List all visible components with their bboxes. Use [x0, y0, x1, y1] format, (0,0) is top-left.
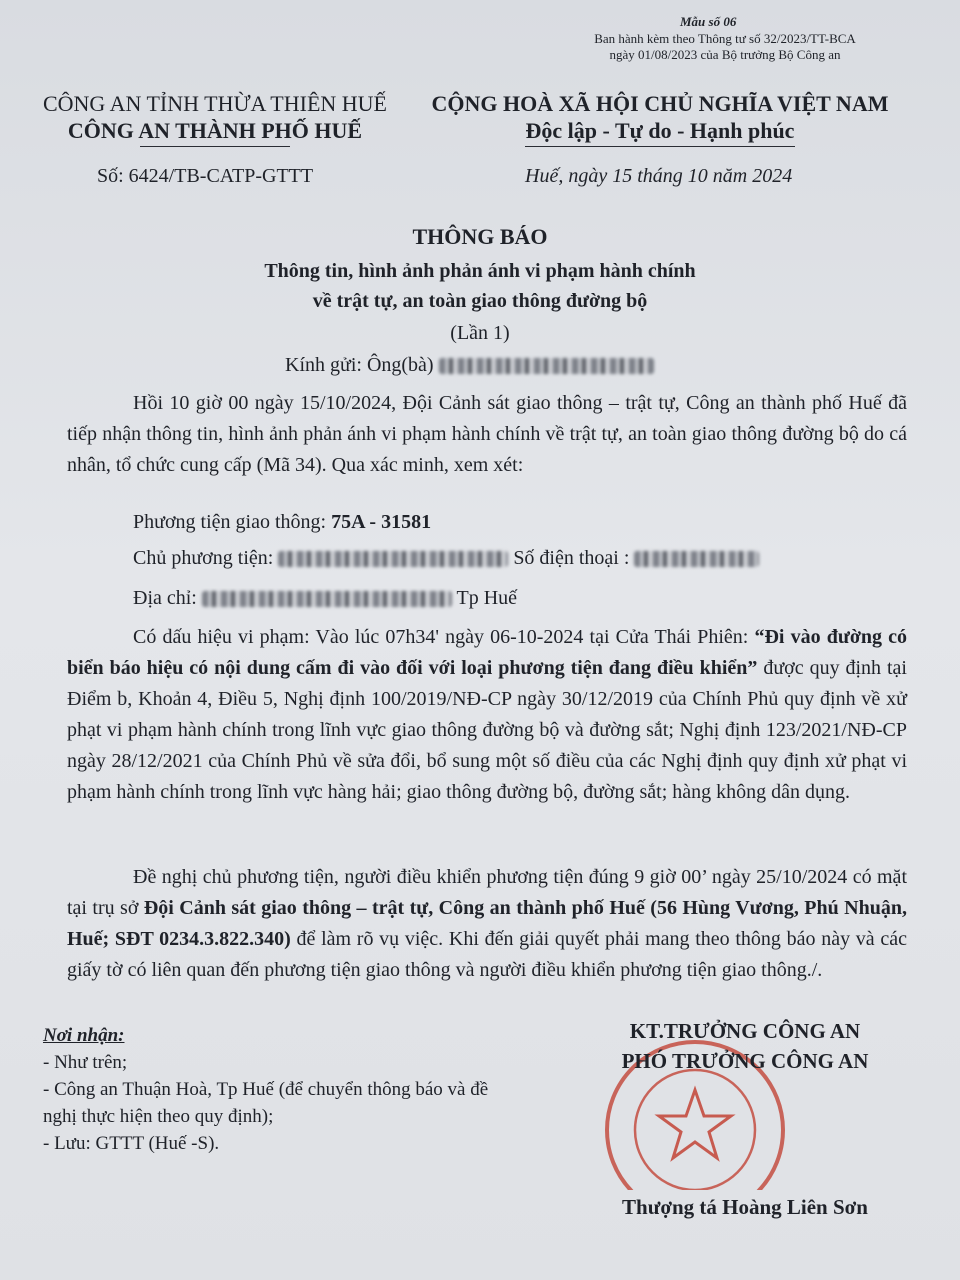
request-text-1: Đề nghị chủ phương tiện, người điều khiển phương tiện đúng 9 giờ 00’ ngày 25/10/2024 có mặt tại trụ sở — [67, 866, 907, 919]
redacted-address — [202, 591, 452, 607]
subtitle-line-2: về trật tự, an toàn giao thông đường bộ — [312, 290, 648, 312]
national-heading — [430, 90, 890, 147]
recipients-block — [43, 1022, 513, 1157]
addressee — [285, 354, 654, 377]
recipients-heading: Nơi nhận: — [43, 1025, 125, 1046]
nation-motto: Độc lập - Tự do - Hạnh phúc — [525, 118, 795, 143]
intro-paragraph: Hồi 10 giờ 00 ngày 15/10/2024, Đội Cảnh sát giao thông – trật tự, Công an thành phố Huế đã tiếp nhận thông tin, hình ảnh phản ánh vi phạm hành chính về trật tự, an toàn giao thông đường bộ do cá nhân, tổ chức cung cấp (Mã 34). Qua xác minh, xem xét: — [67, 392, 907, 476]
agency-underline — [140, 146, 290, 147]
issuing-agency — [30, 90, 400, 147]
agency-parent: CÔNG AN TỈNH THỪA THIÊN HUẾ — [42, 91, 387, 116]
address-line — [133, 587, 517, 610]
document-number: Số: 6424/TB-CATP-GTTT — [97, 165, 314, 187]
signature-title-2: PHÓ TRƯỞNG CÔNG AN — [621, 1049, 869, 1073]
violation-intro: Có dấu hiệu vi phạm: Vào lúc 07h34' ngày 06-10-2024 tại Cửa Thái Phiên: — [133, 626, 749, 648]
request-text-2: để làm rõ vụ việc. Khi đến giải quyết phải mang theo thông báo này và các giấy tờ có liên quan đến phương tiện giao thông và người điều khiển phương tiện giao thông./. — [67, 928, 907, 981]
phone-label: Số điện thoại : — [513, 547, 630, 569]
request-paragraph — [67, 862, 907, 986]
violation-legal-basis: được quy định tại Điểm b, Khoản 4, Điều 5, Nghị định 100/2019/NĐ-CP ngày 30/12/2019 của Chính Phủ quy định về xử phạt vi phạm hành chính trong lĩnh vực giao thông đường bộ và đường sắt; Nghị định 123/2021/NĐ-CP ngày 28/12/2021 của Chính Phủ về sửa đổi, bổ sung một số điều của các Nghị định quy định xử phạt vi phạm hành chính trong lĩnh vực hàng hải; giao thông đường bộ, đường sắt; hàng không dân dụng. — [67, 657, 907, 803]
subtitle-line-1: Thông tin, hình ảnh phản ánh vi phạm hành chính — [264, 260, 696, 282]
addressee-label: Kính gửi: Ông(bà) — [285, 354, 434, 376]
nation-name: CỘNG HOÀ XÃ HỘI CHỦ NGHĨA VIỆT NAM — [431, 91, 889, 116]
violation-paragraph — [67, 622, 907, 808]
recipient-item: - Lưu: GTTT (Huế -S). — [43, 1133, 220, 1154]
address-label: Địa chỉ: — [133, 587, 197, 609]
owner-line — [133, 547, 759, 570]
vehicle-line — [133, 511, 431, 534]
request-office: Đội Cảnh sát giao thông – trật tự, Công an thành phố Huế (56 Hùng Vương, Phú Nhuận, Huế; SĐT 0234.3.822.340) — [67, 897, 907, 950]
form-number: Mẫu số 06 — [680, 14, 737, 29]
redacted-phone — [634, 551, 759, 567]
signature-title-1: KT.TRƯỞNG CÔNG AN — [629, 1019, 861, 1043]
vehicle-label: Phương tiện giao thông: — [133, 511, 327, 533]
form-reference — [560, 31, 890, 63]
redacted-name — [439, 358, 654, 374]
recipient-item: - Như trên; — [43, 1052, 128, 1073]
agency-name: CÔNG AN THÀNH PHỐ HUẾ — [67, 118, 363, 143]
address-city: Tp Huế — [456, 587, 518, 609]
document-title: THÔNG BÁO — [412, 224, 548, 249]
violation-description: “Đi vào đường có biển báo hiệu có nội dung cấm đi vào đối với loại phương tiện đang điều khiển” — [67, 626, 908, 679]
attempt-number: (Lần 1) — [450, 322, 510, 344]
signer-name: Thượng tá Hoàng Liên Sơn — [622, 1195, 868, 1219]
form-ref-line-2: ngày 01/08/2023 của Bộ trưởng Bộ Công an — [609, 47, 841, 62]
form-ref-line-1: Ban hành kèm theo Thông tư số 32/2023/TT-BCA — [594, 31, 856, 46]
signature-block — [570, 1016, 920, 1076]
redacted-owner — [278, 551, 508, 567]
document-date: Huế, ngày 15 tháng 10 năm 2024 — [525, 165, 793, 187]
document-subtitle — [0, 256, 960, 316]
motto-underline — [525, 146, 795, 147]
vehicle-plate: 75A - 31581 — [331, 511, 432, 533]
owner-label: Chủ phương tiện: — [133, 547, 274, 569]
recipient-item: - Công an Thuận Hoà, Tp Huế (để chuyển thông báo và đề nghị thực hiện theo quy định); — [43, 1079, 489, 1127]
